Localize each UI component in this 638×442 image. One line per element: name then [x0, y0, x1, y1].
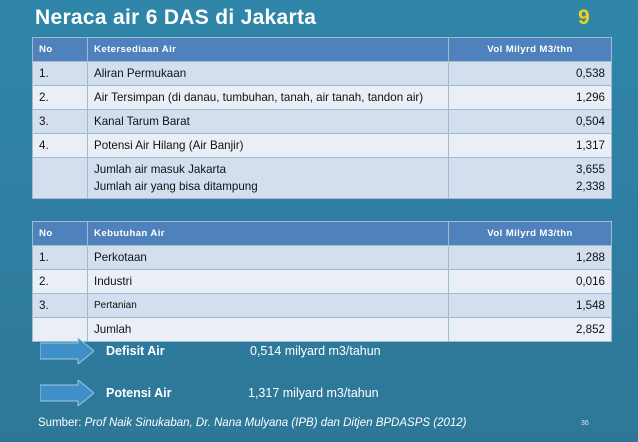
header-vol: Vol Milyrd M3/thn	[449, 38, 612, 62]
table-row	[33, 134, 612, 158]
total-in-label: Jumlah air masuk Jakarta	[94, 163, 227, 176]
row-vol: 0,538	[449, 62, 612, 86]
header-vol: Vol Milyrd M3/thn	[449, 222, 612, 246]
totals-values	[449, 158, 612, 199]
totals-labels	[88, 158, 449, 199]
row-no: 4.	[33, 134, 88, 158]
table-row	[33, 246, 612, 270]
slide-number: 9	[578, 6, 590, 29]
row-vol: 1,296	[449, 86, 612, 110]
potential-label: Potensi Air	[106, 386, 172, 400]
header-no: No	[33, 222, 88, 246]
supply-table	[32, 37, 612, 199]
row-item: Potensi Air Hilang (Air Banjir)	[88, 134, 449, 158]
table-row	[33, 294, 612, 318]
deficit-label: Defisit Air	[106, 344, 165, 358]
total-value: 2,852	[449, 318, 612, 342]
arrow-right-icon	[40, 338, 94, 364]
table-total-row	[33, 318, 612, 342]
row-no: 3.	[33, 294, 88, 318]
row-no: 3.	[33, 110, 88, 134]
row-item: Aliran Permukaan	[88, 62, 449, 86]
total-storable-label: Jumlah air yang bisa ditampung	[94, 180, 258, 193]
row-item: Air Tersimpan (di danau, tumbuhan, tanah, air tanah, tandon air)	[88, 86, 449, 110]
table-header-row	[33, 38, 612, 62]
header-item: Kebutuhan Air	[88, 222, 449, 246]
row-item: Industri	[88, 270, 449, 294]
header-no: No	[33, 38, 88, 62]
total-storable-value: 2,338	[575, 180, 605, 193]
demand-table	[32, 221, 612, 342]
slide-title: Neraca air 6 DAS di Jakarta	[35, 6, 317, 29]
row-vol: 0,016	[449, 270, 612, 294]
deficit-value: 0,514 milyard m3/tahun	[250, 344, 381, 358]
total-in-value: 3,655	[575, 163, 605, 176]
table-header-row	[33, 222, 612, 246]
row-no: 2.	[33, 270, 88, 294]
row-item: Kanal Tarum Barat	[88, 110, 449, 134]
row-vol: 1,548	[449, 294, 612, 318]
row-vol: 1,288	[449, 246, 612, 270]
row-no-empty	[33, 158, 88, 199]
potential-value: 1,317 milyard m3/tahun	[248, 386, 379, 400]
row-item: Pertanian	[88, 294, 449, 318]
table-row	[33, 110, 612, 134]
arrow-right-icon	[40, 380, 94, 406]
table-row	[33, 270, 612, 294]
row-no: 1.	[33, 246, 88, 270]
table-row	[33, 86, 612, 110]
source-prefix: Sumber:	[38, 417, 85, 429]
source-citation	[38, 417, 466, 429]
source-text: Prof Naik Sinukaban, Dr. Nana Mulyana (IPB) dan Ditjen BPDASPS (2012)	[84, 417, 467, 429]
row-vol: 0,504	[449, 110, 612, 134]
row-no: 1.	[33, 62, 88, 86]
table-totals-row	[33, 158, 612, 199]
total-label: Jumlah	[88, 318, 449, 342]
row-no: 2.	[33, 86, 88, 110]
table-row	[33, 62, 612, 86]
page-number: 36	[581, 420, 589, 427]
row-item: Perkotaan	[88, 246, 449, 270]
header-item: Ketersediaan Air	[88, 38, 449, 62]
row-vol: 1,317	[449, 134, 612, 158]
